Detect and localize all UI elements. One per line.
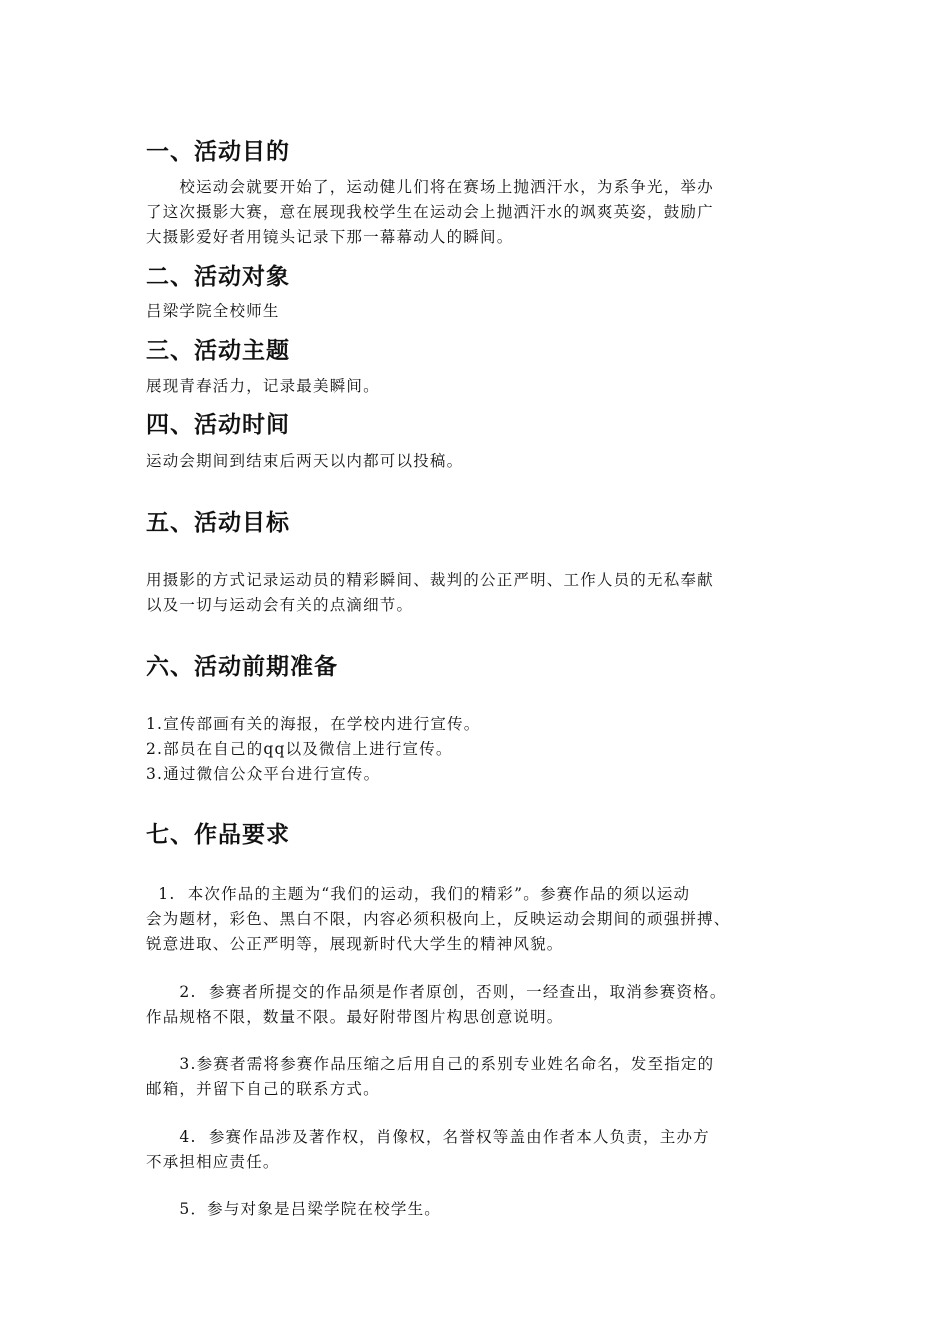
- text-line: 校运动会就要开始了，运动健儿们将在赛场上抛洒汗水，为系争光，举办: [146, 178, 714, 196]
- text-line: 以及一切与运动会有关的点滴细节。: [146, 596, 414, 614]
- requirement-3: [146, 1052, 806, 1102]
- section-heading-goal: 五、活动目标: [146, 510, 290, 536]
- section-body-goal: [146, 568, 806, 618]
- section-heading-preparation: 六、活动前期准备: [146, 654, 338, 680]
- list-item: 1.宣传部画有关的海报，在学校内进行宣传。: [146, 715, 481, 733]
- requirement-4: [146, 1125, 806, 1175]
- text-line: 不承担相应责任。: [146, 1153, 280, 1171]
- section-body-audience: [146, 299, 806, 324]
- text-line: 3.参赛者需将参赛作品压缩之后用自己的系别专业姓名命名，发至指定的: [146, 1055, 715, 1073]
- section-body-purpose: [146, 175, 806, 250]
- section-body-time: [146, 449, 806, 474]
- section-heading-purpose: 一、活动目的: [146, 139, 290, 165]
- section-heading-time: 四、活动时间: [146, 412, 290, 438]
- text-line: 展现青春活力，记录最美瞬间。: [146, 377, 380, 395]
- list-item: 2.部员在自己的qq以及微信上进行宣传。: [146, 740, 453, 758]
- text-line: 5．参与对象是吕梁学院在校学生。: [146, 1200, 441, 1218]
- text-line: 会为题材，彩色、黑白不限，内容必须积极向上，反映运动会期间的顽强拼搏、: [146, 910, 731, 928]
- section-heading-theme: 三、活动主题: [146, 338, 290, 364]
- section-body-theme: [146, 374, 806, 399]
- text-line: 邮箱，并留下自己的联系方式。: [146, 1080, 380, 1098]
- text-line: 用摄影的方式记录运动员的精彩瞬间、裁判的公正严明、工作人员的无私奉献: [146, 571, 714, 589]
- text-line: 吕梁学院全校师生: [146, 302, 280, 320]
- list-item: 3.通过微信公众平台进行宣传。: [146, 765, 381, 783]
- requirement-5: [146, 1197, 806, 1222]
- requirement-2: [146, 980, 806, 1030]
- section-heading-requirements: 七、作品要求: [146, 822, 290, 848]
- requirement-1: [146, 882, 806, 957]
- section-heading-audience: 二、活动对象: [146, 264, 290, 290]
- section-body-preparation: [146, 712, 806, 787]
- text-line: 运动会期间到结束后两天以内都可以投稿。: [146, 452, 464, 470]
- text-line: 锐意进取、公正严明等，展现新时代大学生的精神风貌。: [146, 935, 564, 953]
- text-line: 4. 参赛作品涉及著作权，肖像权，名誉权等盖由作者本人负责，主办方: [146, 1128, 710, 1146]
- text-line: 2. 参赛者所提交的作品须是作者原创，否则，一经查出，取消参赛资格。: [146, 983, 727, 1001]
- text-line: 1. 本次作品的主题为“我们的运动，我们的精彩”。参赛作品的须以运动: [146, 885, 691, 903]
- text-line: 作品规格不限，数量不限。最好附带图片构思创意说明。: [146, 1008, 564, 1026]
- text-line: 了这次摄影大赛，意在展现我校学生在运动会上抛洒汗水的飒爽英姿，鼓励广: [146, 203, 714, 221]
- text-line: 大摄影爱好者用镜头记录下那一幕幕动人的瞬间。: [146, 228, 514, 246]
